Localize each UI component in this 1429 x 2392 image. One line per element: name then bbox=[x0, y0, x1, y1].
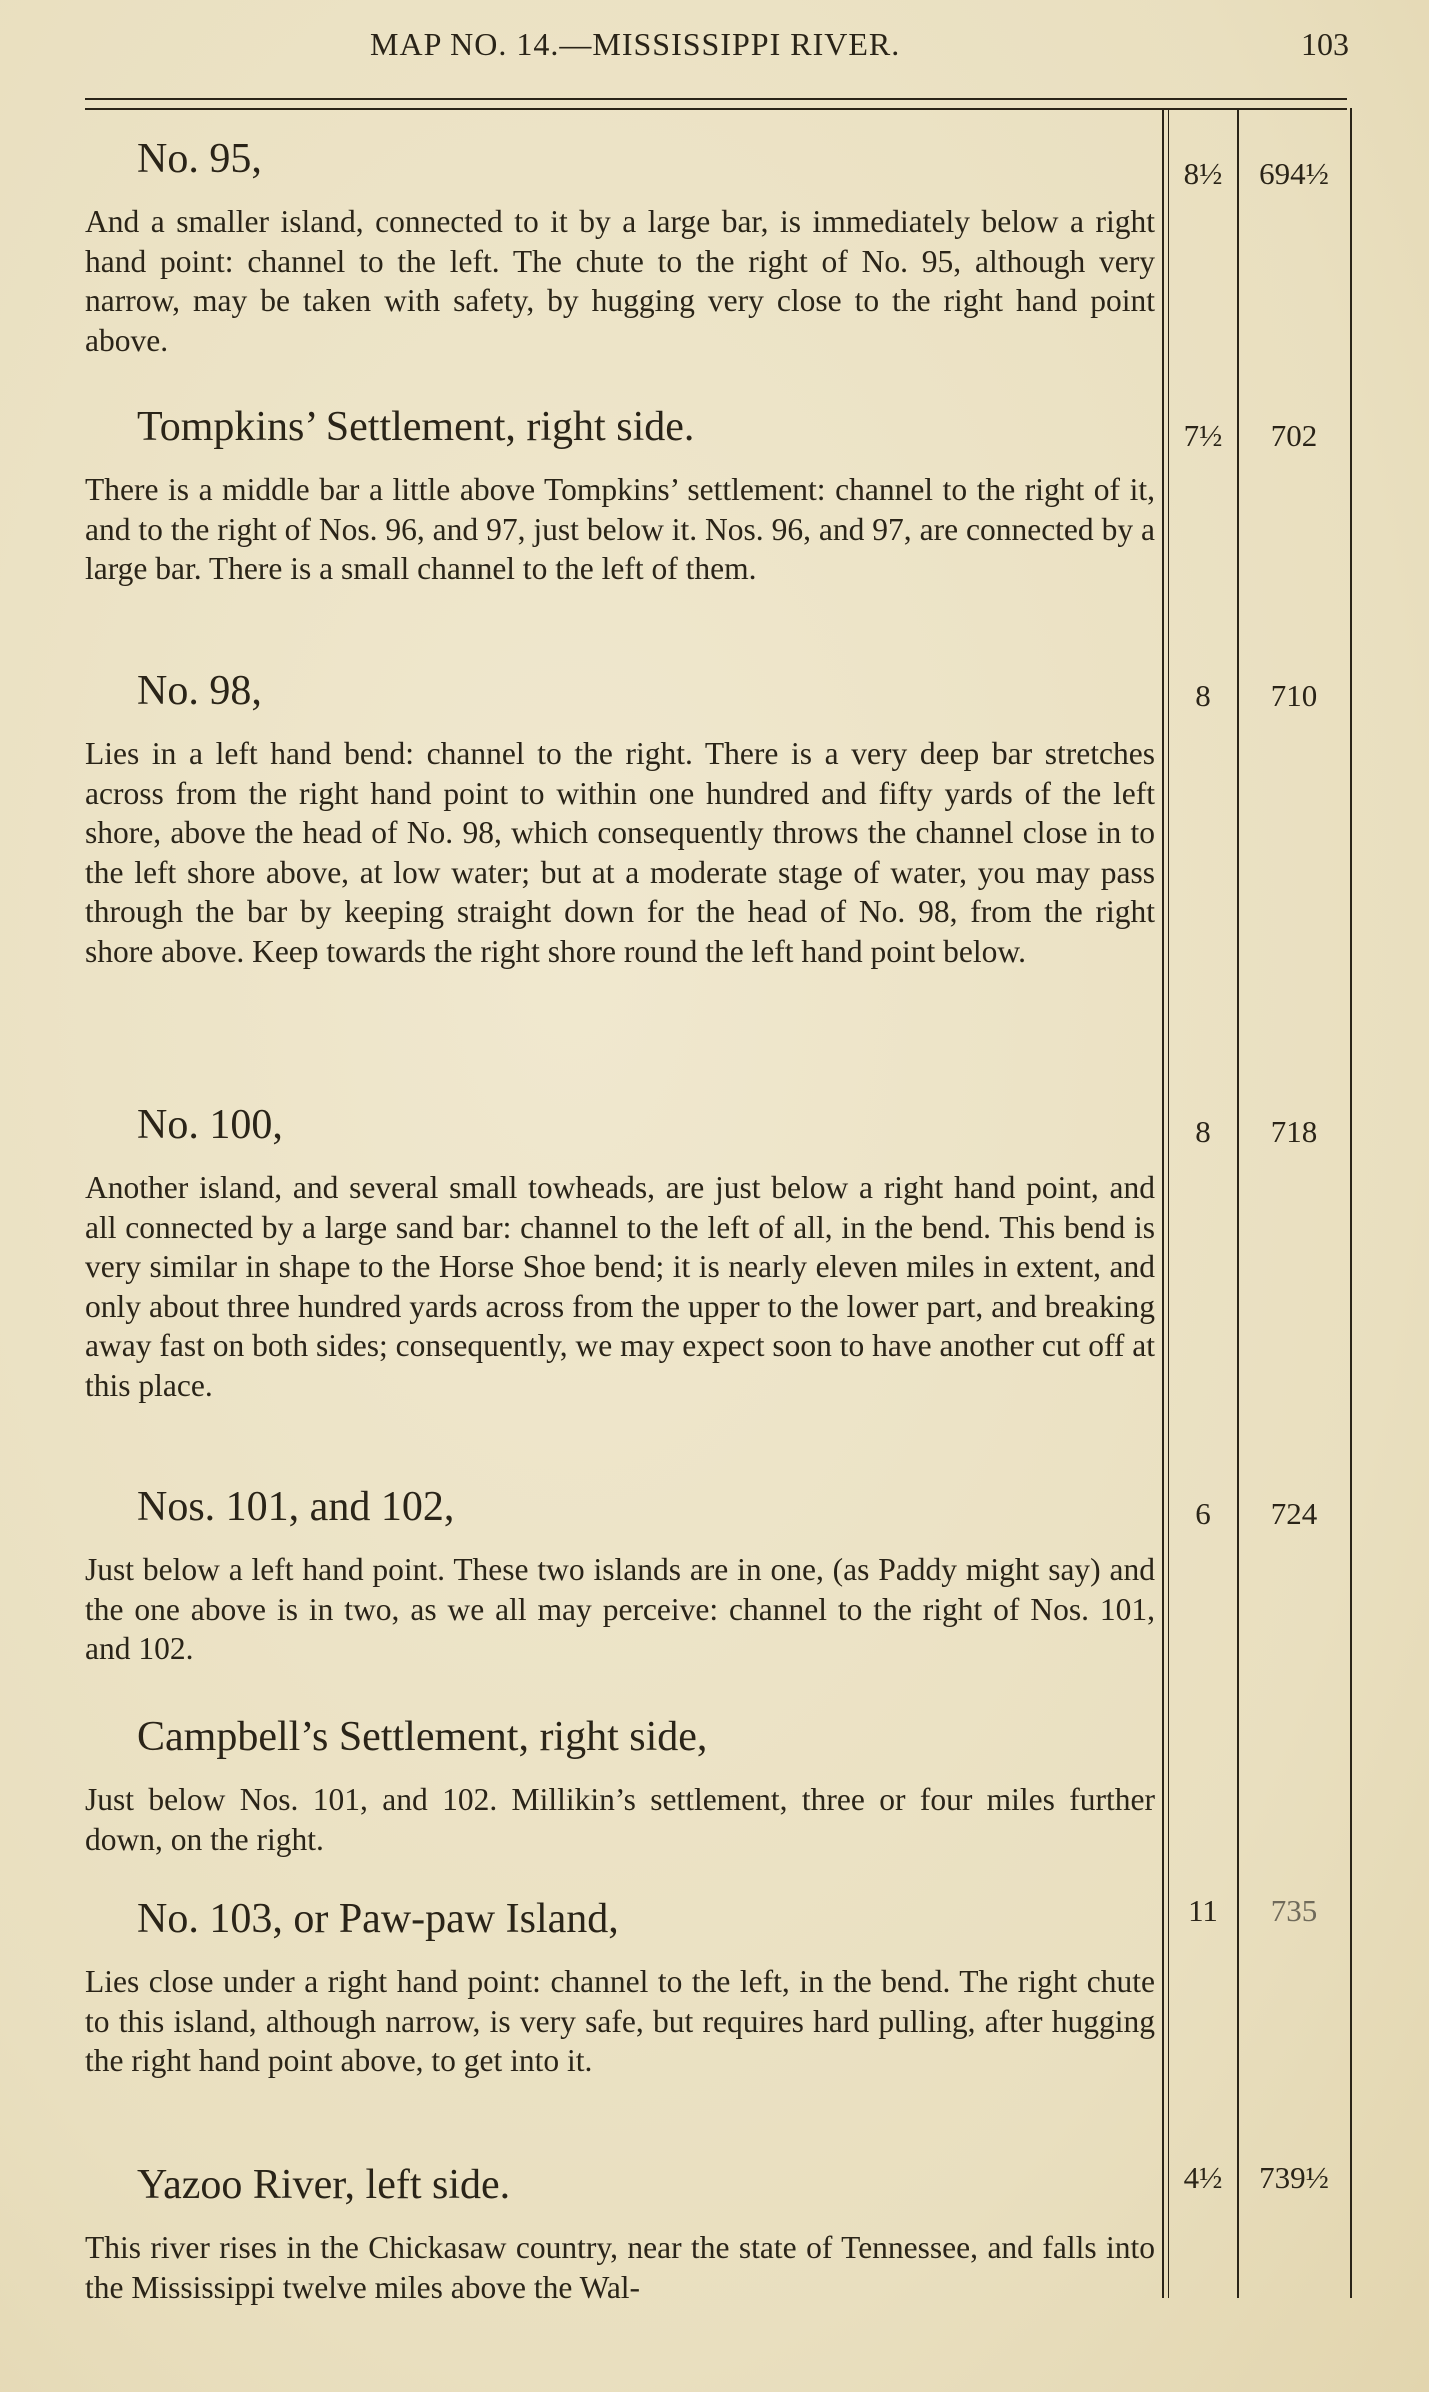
entry-body: This river rises in the Chickasaw country, near the state of Tennessee, and falls into the Mississippi twelve miles above the Wal- bbox=[85, 2230, 1155, 2305]
entry bbox=[85, 1100, 1155, 1405]
column-divider bbox=[1168, 108, 1169, 2298]
entry-distance: 8 bbox=[1195, 1114, 1211, 1149]
column-divider bbox=[1350, 108, 1352, 2298]
entry-distance: 11 bbox=[1188, 1893, 1218, 1928]
entry-total: 724 bbox=[1270, 1496, 1318, 1531]
entry-heading: No. 103, or Paw-paw Island, bbox=[137, 1896, 619, 1942]
entry-distance: 4½ bbox=[1183, 2160, 1223, 2195]
entry-total: 694½ bbox=[1259, 156, 1329, 191]
entry-heading: Tompkins’ Settlement, right side. bbox=[137, 404, 695, 450]
running-header bbox=[0, 26, 1429, 76]
entry bbox=[85, 666, 1155, 971]
entry-distance: 6 bbox=[1195, 1496, 1211, 1531]
entry bbox=[85, 134, 1155, 360]
entry-total: 710 bbox=[1270, 678, 1318, 713]
entry-heading: Campbell’s Settlement, right side, bbox=[137, 1714, 708, 1760]
entry bbox=[85, 1482, 1155, 1669]
entry-heading: No. 95, bbox=[137, 136, 262, 182]
entry-total: 735 bbox=[1270, 1893, 1318, 1928]
entry bbox=[85, 1712, 1155, 1859]
entry bbox=[85, 402, 1155, 589]
entry-heading: Nos. 101, and 102, bbox=[137, 1484, 455, 1530]
entry bbox=[85, 1894, 1155, 2081]
entry-body: Just below a left hand point. These two islands are in one, (as Paddy might say) and the one above is in two, as we all may perceive: channel to the right of Nos. 101, and 102. bbox=[85, 1552, 1155, 1666]
column-divider bbox=[1162, 108, 1164, 2298]
entry-body: Lies close under a right hand point: channel to the left, in the bend. The right chute to this island, although narrow, is very safe, but requires hard pulling, after hugging the right hand point above, to get into it. bbox=[85, 1964, 1155, 2078]
page-number: 103 bbox=[1301, 26, 1349, 62]
header-rule bbox=[85, 98, 1347, 110]
page-header-title: MAP NO. 14.—MISSISSIPPI RIVER. bbox=[370, 26, 901, 62]
entry-body: There is a middle bar a little above Tompkins’ settlement: channel to the right of it, and to the right of Nos. 96, and 97, just below it. Nos. 96, and 97, are connected by a large bar. There is a small channel to the left of them. bbox=[85, 472, 1155, 586]
entry-body: And a smaller island, connected to it by a large bar, is immediately below a right hand point: channel to the left. The chute to the right of No. 95, although very narrow, may be taken with safety, by hugging very close to the right hand point above. bbox=[85, 204, 1155, 358]
entry-distance: 8 bbox=[1195, 678, 1211, 713]
entry bbox=[85, 2160, 1155, 2307]
entry-distance: 7½ bbox=[1183, 418, 1223, 453]
entry-body: Another island, and several small towheads, are just below a right hand point, and all connected by a large sand bar: channel to the left of all, in the bend. This bend is very similar in shape to the Horse Shoe bend; it is nearly eleven miles in extent, and only about three hundred yards across from the upper to the lower part, and breaking away fast on both sides; consequently, we may expect soon to have another cut off at this place. bbox=[85, 1170, 1155, 1403]
entry-body: Just below Nos. 101, and 102. Millikin’s settlement, three or four miles further down, on the right. bbox=[85, 1782, 1155, 1857]
entry-heading: No. 98, bbox=[137, 668, 262, 714]
entry-total: 702 bbox=[1270, 418, 1318, 453]
entry-distance: 8½ bbox=[1183, 156, 1223, 191]
column-divider bbox=[1237, 108, 1239, 2298]
entry-total: 739½ bbox=[1259, 2160, 1329, 2195]
entry-total: 718 bbox=[1270, 1114, 1318, 1149]
entry-heading: No. 100, bbox=[137, 1102, 283, 1148]
entry-body: Lies in a left hand bend: channel to the right. There is a very deep bar stretches across from the right hand point to within one hundred and fifty yards of the left shore, above the head of No. 98, which consequently throws the channel close in to the left shore above, at low water; but at a moderate stage of water, you may pass through the bar by keeping straight down for the head of No. 98, from the right shore above. Keep towards the right shore round the left hand point below. bbox=[85, 736, 1155, 969]
entry-heading: Yazoo River, left side. bbox=[137, 2162, 511, 2208]
